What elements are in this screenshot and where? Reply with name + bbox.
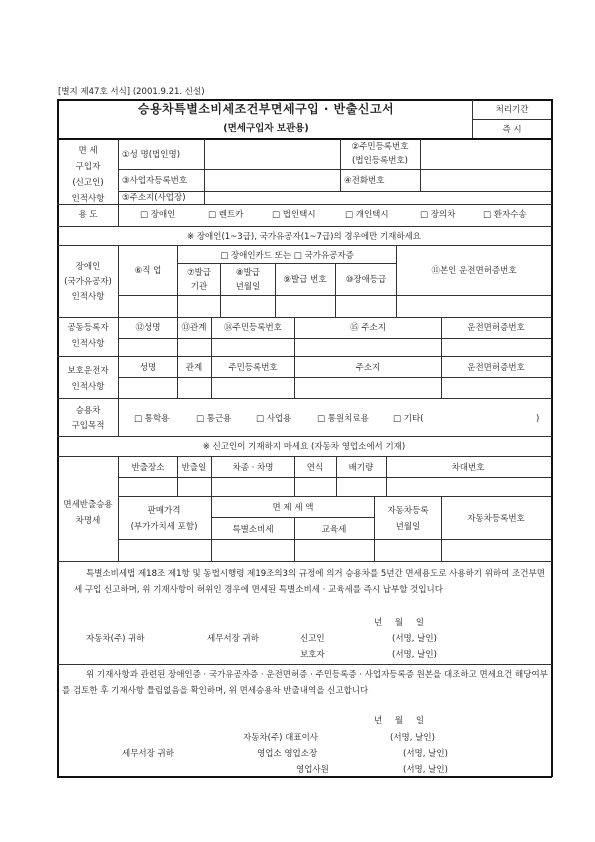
processing-label: 처리기간 <box>495 105 529 115</box>
frame-right <box>551 99 553 777</box>
buyer-address-field[interactable] <box>206 193 549 203</box>
car-row2-entry[interactable] <box>120 541 549 559</box>
disabled-issue-no-label: ⑨발급 번호 <box>283 275 327 285</box>
disabled-job-label: ⑥직 업 <box>134 266 162 276</box>
confirmation-seal-ceo[interactable]: (서명, 날인) <box>390 733 435 743</box>
purpose-option-school[interactable]: □ 통학용 <box>134 414 170 424</box>
purpose-option-business[interactable]: □ 사업용 <box>256 414 292 424</box>
car-section-2: 차명세 <box>75 516 101 526</box>
car-tax-special: 특별소비세 <box>232 525 274 535</box>
purpose-other-close: ) <box>536 414 540 424</box>
car-tax-header: 면 제 세 액 <box>272 503 314 513</box>
guardian-section-1: 보호운전자 <box>67 366 109 376</box>
guardian-col-name: 성명 <box>139 363 157 373</box>
co-owner-section-1: 공동등록자 <box>67 323 109 333</box>
disabled-license-label: ⑪본인 운전면허증번호 <box>431 266 517 276</box>
declaration-signer-guardian: 보호자 <box>300 650 325 660</box>
buyer-resident-no-label-2: (법인등록번호) <box>352 156 408 166</box>
disabled-grade-label: ⑩장애등급 <box>345 275 387 285</box>
buyer-phone-label: ④전화번호 <box>344 176 385 186</box>
confirmation-date[interactable]: 년 월 일 <box>374 716 425 726</box>
form-subtitle: (면세구입자 보관용) <box>223 123 309 134</box>
confirmation-text: 위 기재사항과 관련된 장애인증 · 국가유공자증 · 운전면허증 · 주민등록증 · 사업자등록증 원본을 대조하고 면세요건 해당여부를 검토한 후 기재사항 틀림없음을 확인하며, 위 면세승용차 반출내역을 신고합니다 <box>62 670 548 696</box>
declaration-seal-guardian[interactable]: (서명, 날인) <box>392 650 437 660</box>
car-price-label-1: 판매가격 <box>147 506 181 516</box>
buyer-address-label: ⑤주소지(사업장) <box>122 193 186 203</box>
car-section-1: 면세반출승용 <box>63 500 113 510</box>
purpose-option-hospital[interactable]: □ 통원치료용 <box>317 414 369 424</box>
car-tax-education: 교육세 <box>321 525 347 535</box>
guardian-col-relation: 관계 <box>185 363 203 373</box>
confirmation-to-tax-office: 세무서장 귀하 <box>122 749 174 759</box>
buyer-section-2: 구입자 <box>75 162 101 172</box>
guardian-section-2: 인적사항 <box>71 382 105 392</box>
form-title: 승용차특별소비세조건부면세구입 · 반출신고서 <box>137 102 395 116</box>
usage-label: 용 도 <box>78 210 98 220</box>
purpose-label-2: 구입목적 <box>71 421 105 431</box>
purpose-option-other[interactable]: □ 기타( <box>393 414 424 424</box>
co-owner-col-resident-no: ⑭주민등록번호 <box>224 323 282 333</box>
disabled-issue-date-label-1: ⑧발급 <box>235 268 261 278</box>
purpose-option-commute[interactable]: □ 통근용 <box>196 414 232 424</box>
guardian-col-address: 주소지 <box>355 363 381 373</box>
confirmation-seal-salesperson[interactable]: (서명, 날인) <box>403 765 448 775</box>
car-col-place: 반출장소 <box>131 463 165 473</box>
declaration-signer-applicant: 신고인 <box>300 634 325 644</box>
guardian-col-resident-no: 주민등록번호 <box>228 363 278 373</box>
co-owner-col-address: ⑮ 주소지 <box>350 323 386 333</box>
disabled-issue-date-label-2: 년월일 <box>235 282 261 292</box>
co-owner-col-name: ⑫성명 <box>135 323 161 333</box>
buyer-resident-no-label-1: ②주민등록번호 <box>351 142 409 152</box>
declaration-seal-applicant[interactable]: (서명, 날인) <box>392 634 437 644</box>
car-reg-date-label-1: 자동차등록 <box>387 506 429 516</box>
usage-option-disabled[interactable]: □ 장애인 <box>140 210 176 220</box>
confirmation-signer-salesperson: 영업사원 <box>296 765 329 775</box>
co-owner-col-relation: ⑬관계 <box>181 323 207 333</box>
frame-top <box>57 99 552 101</box>
co-owner-col-license: 운전면허증번호 <box>467 323 525 333</box>
buyer-biz-no-field[interactable] <box>206 171 338 189</box>
processing-value: 즉 시 <box>502 125 522 135</box>
buyer-section-4: 인적사항 <box>71 194 105 204</box>
declaration-text: 특별소비세법 제18조 제1항 및 동법시행령 제19조의3의 규정에 의거 승용차를 5년간 면세용도로 사용하기 위하여 조건부면세 구입 신고하며, 위 기재사항이 허위인 경우에 면세된 특별소비세 · 교육세를 즉시 납부할 것입니다 <box>74 569 545 595</box>
form-reference: [별지 제47호 서식] (2001.9.21. 신설) <box>58 87 205 97</box>
notice-disabled-only: ※ 장애인(1~3급), 국가유공자(1~7급)의 경우에만 기재하세요 <box>187 232 421 242</box>
declaration-to-tax-office: 세무서장 귀하 <box>207 634 259 644</box>
usage-option-patient[interactable]: □ 환자수송 <box>483 210 527 220</box>
notice-dealer-fill: ※ 신고인이 기재하지 마세요 (자동차 영업소에서 기재) <box>202 442 406 452</box>
usage-option-corp-taxi[interactable]: □ 법인택시 <box>272 210 316 220</box>
frame-bottom <box>57 776 552 778</box>
disabled-section-1: 장애인 <box>75 262 101 272</box>
car-reg-date-label-2: 년월일 <box>395 522 421 532</box>
co-owner-section-2: 인적사항 <box>71 339 105 349</box>
disabled-issuer-label-1: ⑦발급 <box>186 268 212 278</box>
car-col-displacement: 배기량 <box>348 463 374 473</box>
car-col-date: 반출일 <box>181 463 207 473</box>
car-col-year: 연식 <box>306 463 324 473</box>
car-reg-no-label: 자동차등록번호 <box>467 514 525 524</box>
car-col-model: 차종 · 차명 <box>232 463 274 473</box>
buyer-section-3: (신고인) <box>72 178 104 188</box>
frame-left <box>57 99 59 777</box>
buyer-name-field[interactable] <box>206 141 338 167</box>
buyer-name-label: ①성 명(법인명) <box>122 150 181 160</box>
usage-option-hearse[interactable]: □ 장의차 <box>420 210 456 220</box>
purpose-label-1: 승용차 <box>75 406 101 416</box>
disabled-section-3: 인적사항 <box>71 292 105 302</box>
disabled-issuer-label-2: 기관 <box>190 282 208 292</box>
declaration-to-dealer: 자동차(주) 귀하 <box>86 634 145 644</box>
buyer-resident-no-field[interactable] <box>422 141 549 167</box>
guardian-entry-row[interactable] <box>120 379 549 396</box>
car-col-vin: 차대번호 <box>451 463 485 473</box>
confirmation-signer-branch: 영업소 영업소장 <box>257 749 318 759</box>
co-owner-entry-row[interactable] <box>120 340 549 354</box>
confirmation-seal-branch[interactable]: (서명, 날인) <box>403 749 448 759</box>
car-row1-entry[interactable] <box>120 479 549 494</box>
buyer-biz-no-label: ③사업자등록번호 <box>122 176 188 186</box>
car-price-label-2: (부가가치세 포함) <box>130 522 198 532</box>
usage-option-private-taxi[interactable]: □ 개인택시 <box>345 210 389 220</box>
usage-option-rentcar[interactable]: □ 렌트카 <box>208 210 244 220</box>
guardian-col-license: 운전면허증번호 <box>467 363 525 373</box>
disabled-card-options[interactable]: □ 장애인카드 또는 □ 국가유공자증 <box>220 251 354 261</box>
disabled-section-2: (국가유공자) <box>64 277 112 287</box>
buyer-section-1: 면 세 <box>78 146 98 156</box>
confirmation-signer-ceo: 자동차(주) 대표이사 <box>243 733 319 743</box>
buyer-phone-field[interactable] <box>422 171 549 189</box>
declaration-date[interactable]: 년 월 일 <box>374 618 425 628</box>
disabled-info-entry-row[interactable] <box>120 297 549 315</box>
